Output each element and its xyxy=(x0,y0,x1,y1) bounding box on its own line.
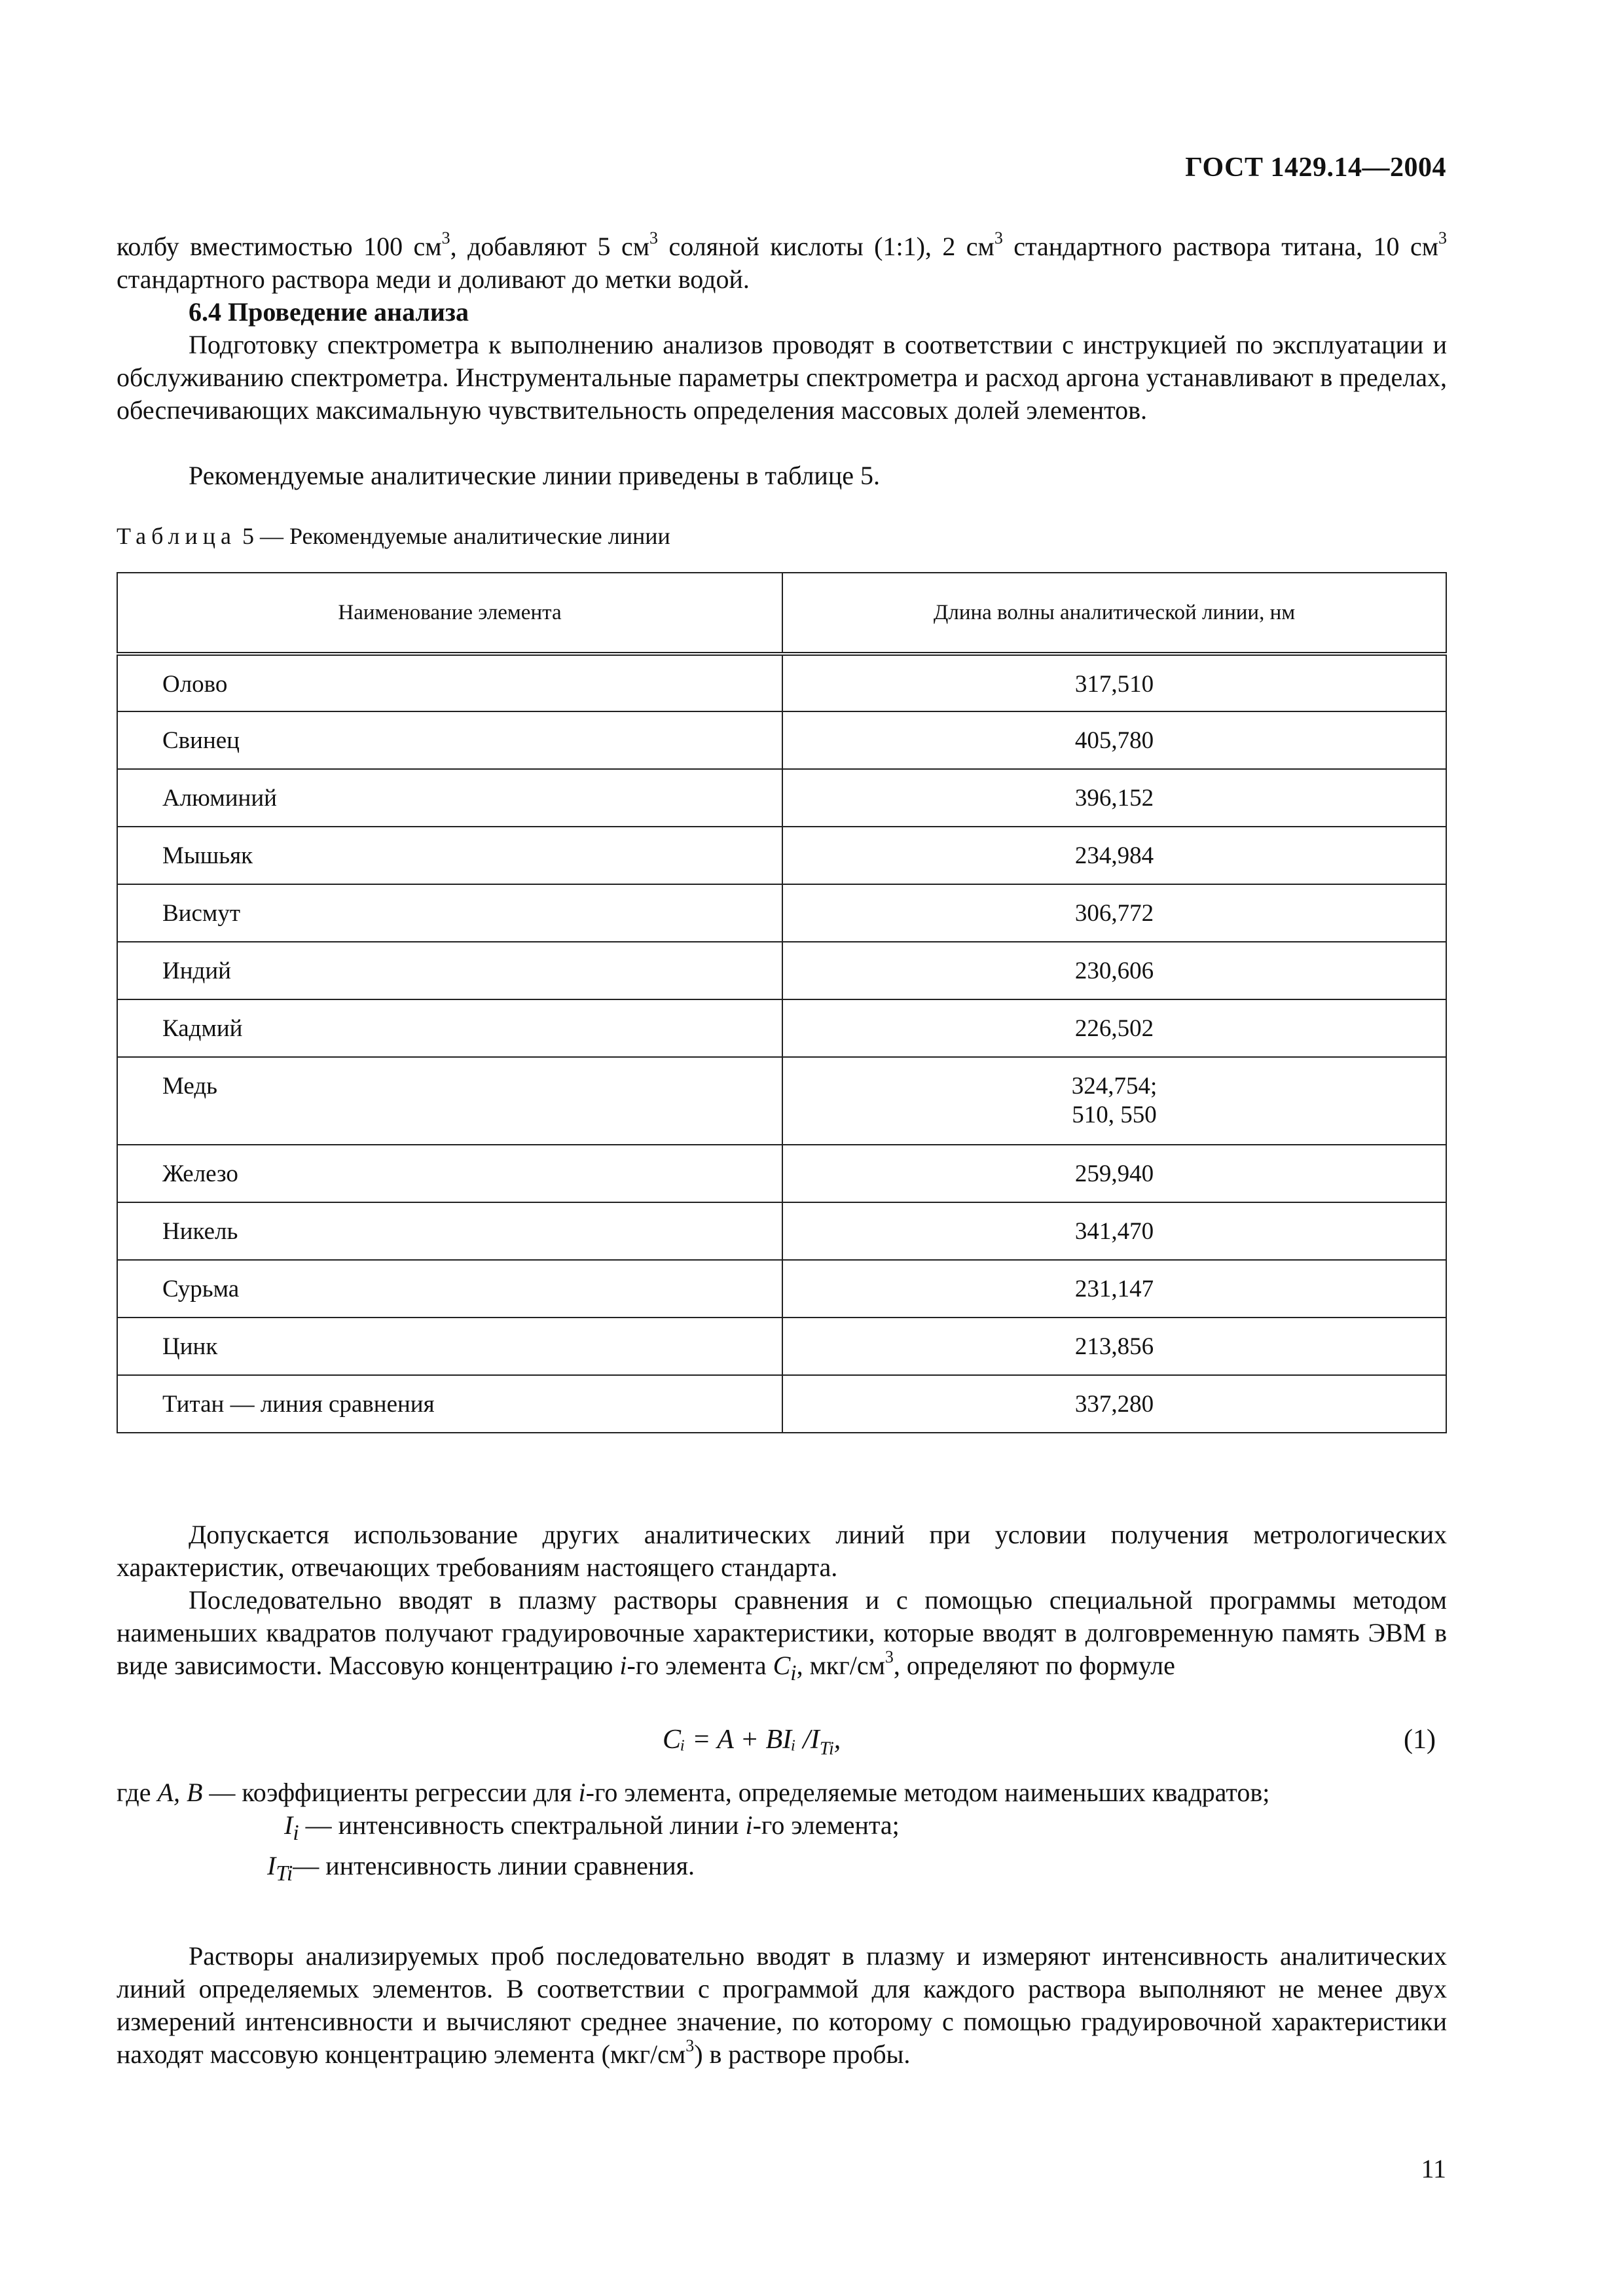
text-segment: -го элемента; xyxy=(752,1810,900,1840)
element-name: Сурьма xyxy=(117,1260,782,1318)
text-segment: — коэффициенты регрессии для xyxy=(202,1778,579,1807)
table-row xyxy=(117,999,1446,1057)
text-segment: титана, 10 см xyxy=(1281,232,1439,261)
paragraph-spectrometer: Подготовку спектрометра к выполнению анализов проводят в соответствии с инструкцией по эксплуатации и обслуживанию спектрометра. Инструментальные параметры спектрометра и расход аргона устанавливают в пределах, обеспечивающих максимальную чувствительность определения массовых долей элементов. xyxy=(117,330,1447,425)
wavelength-value: 405,780 xyxy=(782,711,1446,769)
element-name: Никель xyxy=(117,1202,782,1260)
text-segment: ) в растворе пробы. xyxy=(694,2039,911,2069)
element-name: Кадмий xyxy=(117,999,782,1057)
text-segment: , определяют по формуле xyxy=(893,1651,1175,1680)
page-number: 11 xyxy=(1421,2154,1446,2183)
wavelength-value: 234,984 xyxy=(782,827,1446,884)
table-row xyxy=(117,1375,1446,1433)
text-segment: , добавляют 5 см xyxy=(450,232,650,261)
formula-1 xyxy=(663,1724,1436,1759)
definition-ii xyxy=(117,1809,1447,1850)
superscript: 3 xyxy=(884,1647,894,1666)
text-segment: , мкг/см xyxy=(796,1651,885,1680)
element-name: Титан — линия сравнения xyxy=(117,1375,782,1433)
italic-symbol: I xyxy=(284,1810,293,1840)
table-row xyxy=(117,1260,1446,1318)
wavelength-value: 317,510 xyxy=(782,654,1446,711)
italic-symbol: C xyxy=(773,1651,791,1680)
paragraph-recommend: Рекомендуемые аналитические линии приведены в таблице 5. xyxy=(189,461,880,490)
paragraph-final xyxy=(117,1940,1447,2071)
table-row xyxy=(117,942,1446,999)
superscript: 3 xyxy=(994,228,1003,247)
text-segment: Последовательно вводят в плазму растворы сравнения и с помощью специальной программы методом наименьших квадратов получают градуировочные характеристики, которые вводят в долговременную память ЭВМ в виде зависимости. Массовую концентрацию xyxy=(117,1585,1447,1680)
element-name: Индий xyxy=(117,942,782,999)
wavelength-line-2: 510, 550 xyxy=(1072,1102,1157,1128)
table-row xyxy=(117,654,1446,711)
table-caption xyxy=(117,522,670,550)
definition-iti xyxy=(117,1850,1447,1890)
italic-symbol: i xyxy=(745,1810,753,1840)
wavelength-line-1: 324,754; xyxy=(1071,1073,1158,1100)
element-name: Висмут xyxy=(117,884,782,942)
column-header-element: Наименование элемента xyxy=(117,573,782,654)
wavelength-value: 259,940 xyxy=(782,1145,1446,1202)
table-row xyxy=(117,1145,1446,1202)
subscript-symbol: i xyxy=(790,1661,797,1685)
paragraph-top xyxy=(117,230,1447,296)
italic-symbol: i xyxy=(578,1778,586,1807)
text-segment: соляной кислоты (1:1), 2 см xyxy=(658,232,994,261)
paragraph-allowed: Допускается использование других аналитических линий при условии получения метрологических характеристик, отвечающих требованиям настоящего стандарта. xyxy=(117,1520,1447,1582)
wavelength-value: 213,856 xyxy=(782,1318,1446,1375)
element-name: Свинец xyxy=(117,711,782,769)
column-header-wavelength: Длина волны аналитической линии, нм xyxy=(782,573,1446,654)
definition-ab xyxy=(117,1776,1447,1809)
caption-title: 5 — Рекомендуемые аналитические линии xyxy=(236,523,670,549)
text-segment: стандартного раствора xyxy=(1002,232,1271,261)
superscript: 3 xyxy=(685,2036,695,2055)
element-name: Медь xyxy=(117,1057,782,1145)
paragraph-sequence xyxy=(117,1584,1447,1690)
text-segment: стандартного раствора меди и доливают до метки водой. xyxy=(117,264,750,294)
formula-body: Cᵢ = A + BIᵢ /I xyxy=(663,1725,820,1755)
text-segment: -го элемента, определяемые методом наименьших квадратов; xyxy=(585,1778,1270,1807)
wavelength-value: 306,772 xyxy=(782,884,1446,942)
table-row xyxy=(117,827,1446,884)
table-row xyxy=(117,769,1446,827)
element-name: Мышьяк xyxy=(117,827,782,884)
text-segment: Растворы анализируемых проб последовательно вводят в плазму и измеряют интенсивность аналитических линий определяемых элементов. В соответствии с программой для каждого раствора выполняют не менее двух измерений интенсивности и вычисляют среднее значение, по которому с помощью градуировочной характеристики находят массовую концентрацию элемента (мкг/см xyxy=(117,1941,1447,2069)
wavelength-value: 231,147 xyxy=(782,1260,1446,1318)
element-name: Железо xyxy=(117,1145,782,1202)
italic-symbol: I xyxy=(267,1851,276,1880)
wavelength-value: 396,152 xyxy=(782,769,1446,827)
wavelength-value: 226,502 xyxy=(782,999,1446,1057)
subscript-symbol: Ti xyxy=(276,1861,293,1886)
table-row xyxy=(117,1318,1446,1375)
subscript-symbol: i xyxy=(293,1821,299,1845)
italic-symbol: A, B xyxy=(157,1778,203,1807)
wavelength-value: 230,606 xyxy=(782,942,1446,999)
text-segment: где xyxy=(117,1778,158,1807)
element-name: Олово xyxy=(117,654,782,711)
analytical-lines-table xyxy=(117,572,1447,1433)
superscript: 3 xyxy=(1438,228,1448,247)
element-name: Цинк xyxy=(117,1318,782,1375)
table-row xyxy=(117,1057,1446,1145)
wavelength-value xyxy=(782,1057,1446,1145)
document-header: ГОСТ 1429.14—2004 xyxy=(1185,152,1446,183)
table-row xyxy=(117,1202,1446,1260)
table-header-row xyxy=(117,573,1446,654)
table-row xyxy=(117,884,1446,942)
italic-symbol: i xyxy=(619,1651,627,1680)
text-segment: — интенсивность спектральной линии xyxy=(299,1810,746,1840)
formula-definitions xyxy=(117,1776,1447,1890)
formula-subscript: Ti xyxy=(819,1738,834,1759)
text-segment: — интенсивность линии сравнения. xyxy=(293,1851,695,1880)
section-heading: 6.4 Проведение анализа xyxy=(189,297,469,327)
table-row xyxy=(117,711,1446,769)
wavelength-value: 337,280 xyxy=(782,1375,1446,1433)
text-segment: -го элемента xyxy=(627,1651,773,1680)
element-name: Алюминий xyxy=(117,769,782,827)
superscript: 3 xyxy=(649,228,659,247)
formula-number: (1) xyxy=(1404,1725,1436,1755)
formula-tail: , xyxy=(833,1725,841,1755)
text-segment: колбу вместимостью 100 см xyxy=(117,232,442,261)
wavelength-value: 341,470 xyxy=(782,1202,1446,1260)
superscript: 3 xyxy=(441,228,450,247)
caption-label: Таблица xyxy=(117,523,236,549)
